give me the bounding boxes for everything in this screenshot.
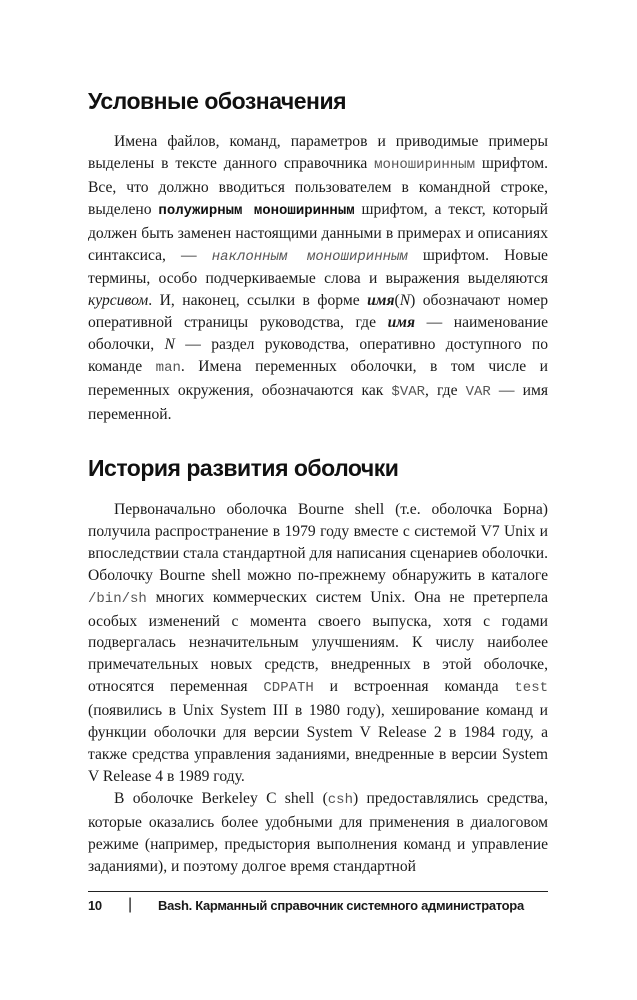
- italic-term: имя: [367, 292, 395, 310]
- text-run: Имена файлов, команд, параметров и приводимые примеры выделены в тексте данного справочника: [88, 133, 548, 172]
- mono-term: test: [514, 680, 549, 697]
- section-history: [88, 499, 548, 877]
- italic-mono-term: наклонным моноширинным: [211, 248, 408, 265]
- text-run: (появились в Unix System III в 1980 году), хеширование команд и функции оболочки для версии System V Release 2 в 1984 году, а также средства управления заданиями, внедренные в версии System V Release 4 в 1989 году.: [88, 702, 548, 785]
- section-conventions: [88, 131, 548, 426]
- paragraph-history-1: [88, 499, 548, 788]
- text-run: В оболочке Berkeley C shell (: [114, 789, 328, 807]
- text-run: — раздел руководства, оперативно доступного по команде: [88, 336, 548, 376]
- text-run: . Имена переменных оболочки, в том числе и переменных окружения, обозначаются как: [88, 358, 548, 399]
- text-run: и встроенная команда: [313, 678, 515, 696]
- text-run: шрифтом. Все, что должно вводиться пользователем в командной строке, выделено: [88, 154, 548, 218]
- mono-term: VAR: [465, 383, 491, 400]
- italic-term: N: [164, 336, 175, 354]
- text-run: шрифтом. Новые термины, особо подчеркиваемые слова и выражения выделяются: [88, 246, 548, 288]
- page-number: 10: [88, 898, 102, 913]
- mono-term: /bin/sh: [88, 590, 147, 607]
- mono-term: CDPATH: [263, 680, 314, 697]
- text-run: . И, наконец, ссылки в форме: [148, 292, 368, 310]
- italic-term: курсивом: [88, 292, 149, 310]
- section-heading-history: История развития оболочки: [88, 455, 399, 481]
- footer-rule: [88, 891, 548, 892]
- text-run: ) обозначают номер оперативной страницы руководства, где: [88, 292, 548, 332]
- mono-term: csh: [327, 791, 353, 808]
- paragraph-history-2: [88, 788, 548, 878]
- section-heading-conventions: Условные обозначения: [88, 88, 347, 114]
- text-run: ) предоставлялись средства, которые оказались более удобными для применения в диалоговом режиме (например, предыстория выполнения команд и управление заданиями), и поэтому долгое время стандартной: [88, 789, 549, 875]
- text-run: — имя переменной.: [88, 381, 549, 423]
- text-run: , где: [425, 381, 466, 399]
- book-title: Bash. Карманный справочник системного администратора: [158, 898, 524, 913]
- text-run: шрифтом, а текст, который должен быть заменен настоящими данными в примерах и описаниях синтаксиса, —: [88, 200, 548, 264]
- mono-term: man: [155, 360, 181, 377]
- italic-term: имя: [387, 314, 415, 332]
- bold-mono-term: полужирным моноширинным: [158, 202, 355, 219]
- text-run: (: [394, 292, 400, 310]
- paragraph-conventions: [88, 131, 548, 426]
- mono-term: моноширинным: [374, 156, 475, 173]
- footer-separator: |: [128, 896, 132, 913]
- italic-term: N: [399, 292, 411, 310]
- text-run: — наименование оболочки,: [88, 314, 548, 354]
- text-run: Первоначально оболочка Bourne shell (т.е. оболочка Борна) получила распространение в 1979 году вместе с системой V7 Unix и впоследствии стала стандартной для написания сценариев оболочки. Оболочку Bourne shell можно по-прежнему обнаружить в каталоге: [88, 501, 548, 584]
- text-run: многих коммерческих систем Unix. Она не претерпела особых изменений с момента своего выпуска, хотя с годами подвергалась незначительным улучшениям. К числу наиболее примечательных новых средств, внедренных в этой оболочке, относятся переменная: [88, 588, 548, 696]
- mono-term: $VAR: [391, 383, 426, 400]
